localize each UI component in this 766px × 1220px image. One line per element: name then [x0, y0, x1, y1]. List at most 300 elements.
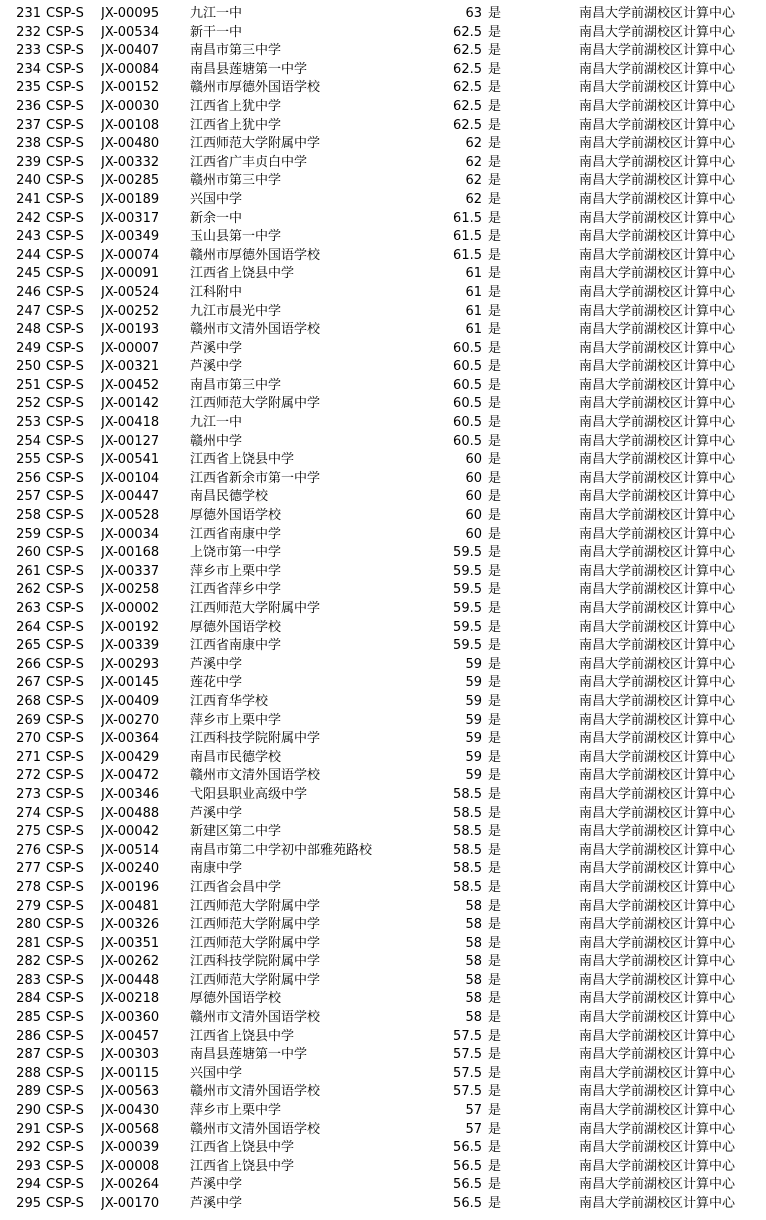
candidate-id-cell: JX-00270 [101, 712, 160, 728]
score-cell: 61.5 [453, 247, 482, 263]
rank-cell: 241 [16, 191, 41, 207]
score-cell: 58.5 [453, 824, 482, 840]
score-cell: 58 [465, 991, 482, 1007]
exam-site-cell: 南昌大学前湖校区计算中心 [579, 861, 736, 877]
qualified-flag-cell: 是 [488, 1047, 502, 1063]
rank-cell: 287 [16, 1047, 41, 1063]
table-row [0, 451, 766, 470]
school-cell: 莲花中学 [190, 675, 243, 691]
table-row [0, 24, 766, 43]
group-cell: CSP-S [46, 582, 84, 598]
table-row [0, 433, 766, 452]
school-cell: 江西省会昌中学 [190, 879, 282, 895]
qualified-flag-cell: 是 [488, 61, 502, 77]
candidate-id-cell: JX-00091 [101, 266, 160, 282]
score-cell: 62 [465, 173, 482, 189]
score-cell: 56.5 [453, 1196, 482, 1211]
table-row [0, 1028, 766, 1047]
group-cell: CSP-S [46, 749, 84, 765]
candidate-id-cell: JX-00042 [101, 824, 160, 840]
group-cell: CSP-S [46, 601, 84, 616]
rank-cell: 255 [16, 452, 41, 468]
qualified-flag-cell: 是 [488, 786, 502, 802]
table-row [0, 1083, 766, 1102]
group-cell: CSP-S [46, 489, 84, 505]
rank-cell: 234 [16, 61, 41, 77]
candidate-id-cell: JX-00452 [101, 377, 160, 393]
school-cell: 江西省萍乡中学 [190, 582, 282, 598]
candidate-id-cell: JX-00541 [101, 452, 160, 468]
score-cell: 62.5 [453, 24, 482, 40]
rank-cell: 253 [16, 415, 41, 431]
table-row [0, 581, 766, 600]
exam-site-cell: 南昌大学前湖校区计算中心 [579, 433, 736, 449]
rank-cell: 284 [16, 991, 41, 1007]
score-cell: 62 [465, 154, 482, 170]
candidate-id-cell: JX-00448 [101, 972, 160, 988]
score-cell: 62.5 [453, 61, 482, 77]
group-cell: CSP-S [46, 1158, 84, 1174]
school-cell: 九江市晨光中学 [190, 303, 282, 319]
group-cell: CSP-S [46, 359, 84, 375]
qualified-flag-cell: 是 [488, 656, 502, 672]
exam-site-cell: 南昌大学前湖校区计算中心 [579, 284, 736, 300]
group-cell: CSP-S [46, 656, 84, 672]
score-cell: 58.5 [453, 786, 482, 802]
exam-site-cell: 南昌大学前湖校区计算中心 [579, 415, 736, 431]
qualified-flag-cell: 是 [488, 898, 502, 914]
rank-cell: 232 [16, 24, 41, 40]
school-cell: 萍乡市上栗中学 [190, 563, 282, 579]
group-cell: CSP-S [46, 43, 84, 59]
table-row [0, 637, 766, 656]
score-cell: 58.5 [453, 861, 482, 877]
group-cell: CSP-S [46, 266, 84, 282]
exam-site-cell: 南昌大学前湖校区计算中心 [579, 1140, 736, 1156]
candidate-id-cell: JX-00152 [101, 80, 160, 96]
exam-site-cell: 南昌大学前湖校区计算中心 [579, 489, 736, 505]
table-row [0, 172, 766, 191]
table-row [0, 990, 766, 1009]
group-cell: CSP-S [46, 1121, 84, 1137]
school-cell: 江西省上饶县中学 [190, 452, 295, 468]
qualified-flag-cell: 是 [488, 322, 502, 338]
rank-cell: 288 [16, 1065, 41, 1081]
table-row [0, 210, 766, 229]
group-cell: CSP-S [46, 861, 84, 877]
rank-cell: 250 [16, 359, 41, 375]
score-cell: 58.5 [453, 805, 482, 821]
exam-site-cell: 南昌大学前湖校区计算中心 [579, 991, 736, 1007]
candidate-id-cell: JX-00240 [101, 861, 160, 877]
rank-cell: 257 [16, 489, 41, 505]
group-cell: CSP-S [46, 712, 84, 728]
rank-cell: 244 [16, 247, 41, 263]
exam-site-cell: 南昌大学前湖校区计算中心 [579, 303, 736, 319]
candidate-id-cell: JX-00481 [101, 898, 160, 914]
qualified-flag-cell: 是 [488, 247, 502, 263]
score-cell: 59.5 [453, 619, 482, 635]
group-cell: CSP-S [46, 1140, 84, 1156]
table-row [0, 5, 766, 24]
exam-site-cell: 南昌大学前湖校区计算中心 [579, 136, 736, 152]
exam-site-cell: 南昌大学前湖校区计算中心 [579, 98, 736, 114]
score-cell: 60.5 [453, 377, 482, 393]
score-cell: 60 [465, 452, 482, 468]
exam-site-cell: 南昌大学前湖校区计算中心 [579, 247, 736, 263]
group-cell: CSP-S [46, 1103, 84, 1119]
rank-cell: 283 [16, 972, 41, 988]
table-row [0, 1009, 766, 1028]
score-cell: 62 [465, 191, 482, 207]
rank-cell: 285 [16, 1010, 41, 1026]
qualified-flag-cell: 是 [488, 1158, 502, 1174]
rank-cell: 274 [16, 805, 41, 821]
exam-site-cell: 南昌大学前湖校区计算中心 [579, 693, 736, 709]
candidate-id-cell: JX-00196 [101, 879, 160, 895]
candidate-id-cell: JX-00528 [101, 508, 160, 524]
table-row [0, 805, 766, 824]
group-cell: CSP-S [46, 154, 84, 170]
qualified-flag-cell: 是 [488, 173, 502, 189]
qualified-flag-cell: 是 [488, 601, 502, 616]
exam-site-cell: 南昌大学前湖校区计算中心 [579, 526, 736, 542]
school-cell: 南昌市第二中学初中部雅苑路校 [190, 842, 373, 858]
group-cell: CSP-S [46, 80, 84, 96]
qualified-flag-cell: 是 [488, 935, 502, 951]
school-cell: 江科附中 [190, 284, 243, 300]
group-cell: CSP-S [46, 675, 84, 691]
score-cell: 59 [465, 731, 482, 747]
exam-site-cell: 南昌大学前湖校区计算中心 [579, 675, 736, 691]
rank-cell: 235 [16, 80, 41, 96]
candidate-id-cell: JX-00074 [101, 247, 160, 263]
exam-site-cell: 南昌大学前湖校区计算中心 [579, 359, 736, 375]
qualified-flag-cell: 是 [488, 954, 502, 970]
group-cell: CSP-S [46, 470, 84, 486]
score-cell: 59.5 [453, 582, 482, 598]
qualified-flag-cell: 是 [488, 154, 502, 170]
qualified-flag-cell: 是 [488, 452, 502, 468]
table-row [0, 730, 766, 749]
exam-site-cell: 南昌大学前湖校区计算中心 [579, 1084, 736, 1100]
qualified-flag-cell: 是 [488, 303, 502, 319]
score-cell: 57 [465, 1103, 482, 1119]
qualified-flag-cell: 是 [488, 638, 502, 654]
qualified-flag-cell: 是 [488, 24, 502, 40]
school-cell: 玉山县第一中学 [190, 229, 282, 245]
group-cell: CSP-S [46, 898, 84, 914]
rank-cell: 261 [16, 563, 41, 579]
rank-cell: 239 [16, 154, 41, 170]
group-cell: CSP-S [46, 786, 84, 802]
group-cell: CSP-S [46, 415, 84, 431]
qualified-flag-cell: 是 [488, 972, 502, 988]
score-cell: 56.5 [453, 1158, 482, 1174]
qualified-flag-cell: 是 [488, 731, 502, 747]
table-row [0, 1195, 766, 1214]
score-cell: 58 [465, 972, 482, 988]
group-cell: CSP-S [46, 136, 84, 152]
exam-site-cell: 南昌大学前湖校区计算中心 [579, 24, 736, 40]
exam-site-cell: 南昌大学前湖校区计算中心 [579, 545, 736, 561]
score-cell: 61.5 [453, 210, 482, 226]
exam-site-cell: 南昌大学前湖校区计算中心 [579, 80, 736, 96]
exam-site-cell: 南昌大学前湖校区计算中心 [579, 377, 736, 393]
table-row [0, 247, 766, 266]
table-row [0, 61, 766, 80]
table-row [0, 42, 766, 61]
school-cell: 厚德外国语学校 [190, 991, 282, 1007]
school-cell: 九江一中 [190, 6, 243, 21]
candidate-id-cell: JX-00007 [101, 340, 160, 356]
school-cell: 江西科技学院附属中学 [190, 731, 321, 747]
rank-cell: 292 [16, 1140, 41, 1156]
exam-site-cell: 南昌大学前湖校区计算中心 [579, 954, 736, 970]
group-cell: CSP-S [46, 6, 84, 21]
score-cell: 56.5 [453, 1177, 482, 1193]
candidate-id-cell: JX-00127 [101, 433, 160, 449]
qualified-flag-cell: 是 [488, 1010, 502, 1026]
score-cell: 57 [465, 1121, 482, 1137]
table-row [0, 488, 766, 507]
exam-site-cell: 南昌大学前湖校区计算中心 [579, 731, 736, 747]
qualified-flag-cell: 是 [488, 824, 502, 840]
exam-site-cell: 南昌大学前湖校区计算中心 [579, 563, 736, 579]
candidate-id-cell: JX-00262 [101, 954, 160, 970]
qualified-flag-cell: 是 [488, 749, 502, 765]
group-cell: CSP-S [46, 508, 84, 524]
school-cell: 江西师范大学附属中学 [190, 972, 321, 988]
score-cell: 63 [465, 6, 482, 21]
score-cell: 62.5 [453, 98, 482, 114]
candidate-id-cell: JX-00034 [101, 526, 160, 542]
exam-site-cell: 南昌大学前湖校区计算中心 [579, 972, 736, 988]
rank-cell: 246 [16, 284, 41, 300]
qualified-flag-cell: 是 [488, 98, 502, 114]
candidate-id-cell: JX-00084 [101, 61, 160, 77]
group-cell: CSP-S [46, 229, 84, 245]
group-cell: CSP-S [46, 545, 84, 561]
rank-cell: 260 [16, 545, 41, 561]
group-cell: CSP-S [46, 452, 84, 468]
score-cell: 61 [465, 284, 482, 300]
qualified-flag-cell: 是 [488, 117, 502, 133]
group-cell: CSP-S [46, 1010, 84, 1026]
candidate-id-cell: JX-00258 [101, 582, 160, 598]
candidate-id-cell: JX-00145 [101, 675, 160, 691]
table-row [0, 712, 766, 731]
exam-site-cell: 南昌大学前湖校区计算中心 [579, 210, 736, 226]
rank-cell: 289 [16, 1084, 41, 1100]
rank-cell: 277 [16, 861, 41, 877]
rank-cell: 270 [16, 731, 41, 747]
group-cell: CSP-S [46, 396, 84, 412]
candidate-id-cell: JX-00170 [101, 1196, 160, 1211]
table-row [0, 507, 766, 526]
score-cell: 62 [465, 136, 482, 152]
group-cell: CSP-S [46, 693, 84, 709]
table-row [0, 526, 766, 545]
rank-cell: 271 [16, 749, 41, 765]
group-cell: CSP-S [46, 954, 84, 970]
school-cell: 南昌市第三中学 [190, 377, 282, 393]
rank-cell: 272 [16, 768, 41, 784]
qualified-flag-cell: 是 [488, 861, 502, 877]
rank-cell: 267 [16, 675, 41, 691]
score-cell: 59.5 [453, 638, 482, 654]
qualified-flag-cell: 是 [488, 545, 502, 561]
candidate-id-cell: JX-00457 [101, 1028, 160, 1044]
exam-site-cell: 南昌大学前湖校区计算中心 [579, 824, 736, 840]
table-row [0, 972, 766, 991]
school-cell: 南康中学 [190, 861, 243, 877]
table-row [0, 823, 766, 842]
group-cell: CSP-S [46, 638, 84, 654]
school-cell: 新干一中 [190, 24, 243, 40]
exam-site-cell: 南昌大学前湖校区计算中心 [579, 712, 736, 728]
school-cell: 江西师范大学附属中学 [190, 136, 321, 152]
qualified-flag-cell: 是 [488, 879, 502, 895]
exam-site-cell: 南昌大学前湖校区计算中心 [579, 229, 736, 245]
candidate-id-cell: JX-00264 [101, 1177, 160, 1193]
qualified-flag-cell: 是 [488, 712, 502, 728]
table-row [0, 265, 766, 284]
group-cell: CSP-S [46, 173, 84, 189]
exam-site-cell: 南昌大学前湖校区计算中心 [579, 154, 736, 170]
school-cell: 江西省上饶县中学 [190, 266, 295, 282]
results-table [0, 5, 766, 1214]
candidate-id-cell: JX-00218 [101, 991, 160, 1007]
school-cell: 江西师范大学附属中学 [190, 601, 321, 616]
rank-cell: 258 [16, 508, 41, 524]
candidate-id-cell: JX-00360 [101, 1010, 160, 1026]
rank-cell: 269 [16, 712, 41, 728]
school-cell: 兴国中学 [190, 1065, 243, 1081]
qualified-flag-cell: 是 [488, 359, 502, 375]
score-cell: 60 [465, 489, 482, 505]
table-row [0, 600, 766, 619]
qualified-flag-cell: 是 [488, 1084, 502, 1100]
qualified-flag-cell: 是 [488, 191, 502, 207]
school-cell: 赣州市文清外国语学校 [190, 322, 321, 338]
qualified-flag-cell: 是 [488, 1196, 502, 1211]
qualified-flag-cell: 是 [488, 136, 502, 152]
score-cell: 58 [465, 1010, 482, 1026]
exam-site-cell: 南昌大学前湖校区计算中心 [579, 805, 736, 821]
exam-site-cell: 南昌大学前湖校区计算中心 [579, 1121, 736, 1137]
score-cell: 60 [465, 470, 482, 486]
score-cell: 60.5 [453, 359, 482, 375]
score-cell: 59 [465, 693, 482, 709]
candidate-id-cell: JX-00303 [101, 1047, 160, 1063]
table-row [0, 79, 766, 98]
table-row [0, 563, 766, 582]
qualified-flag-cell: 是 [488, 1103, 502, 1119]
score-cell: 59.5 [453, 545, 482, 561]
exam-site-cell: 南昌大学前湖校区计算中心 [579, 842, 736, 858]
group-cell: CSP-S [46, 24, 84, 40]
school-cell: 南昌县莲塘第一中学 [190, 61, 308, 77]
group-cell: CSP-S [46, 824, 84, 840]
group-cell: CSP-S [46, 377, 84, 393]
candidate-id-cell: JX-00407 [101, 43, 160, 59]
rank-cell: 262 [16, 582, 41, 598]
exam-site-cell: 南昌大学前湖校区计算中心 [579, 1028, 736, 1044]
school-cell: 江西师范大学附属中学 [190, 898, 321, 914]
exam-site-cell: 南昌大学前湖校区计算中心 [579, 601, 736, 616]
qualified-flag-cell: 是 [488, 470, 502, 486]
school-cell: 新余一中 [190, 210, 243, 226]
score-cell: 60.5 [453, 396, 482, 412]
group-cell: CSP-S [46, 61, 84, 77]
score-cell: 61.5 [453, 229, 482, 245]
table-row [0, 340, 766, 359]
exam-site-cell: 南昌大学前湖校区计算中心 [579, 173, 736, 189]
table-row [0, 377, 766, 396]
school-cell: 赣州市文清外国语学校 [190, 1010, 321, 1026]
candidate-id-cell: JX-00364 [101, 731, 160, 747]
exam-site-cell: 南昌大学前湖校区计算中心 [579, 61, 736, 77]
exam-site-cell: 南昌大学前湖校区计算中心 [579, 935, 736, 951]
rank-cell: 293 [16, 1158, 41, 1174]
school-cell: 厚德外国语学校 [190, 508, 282, 524]
qualified-flag-cell: 是 [488, 582, 502, 598]
qualified-flag-cell: 是 [488, 768, 502, 784]
table-row [0, 656, 766, 675]
school-cell: 赣州市厚德外国语学校 [190, 80, 321, 96]
candidate-id-cell: JX-00293 [101, 656, 160, 672]
candidate-id-cell: JX-00472 [101, 768, 160, 784]
score-cell: 60 [465, 526, 482, 542]
score-cell: 57.5 [453, 1028, 482, 1044]
table-row [0, 1065, 766, 1084]
candidate-id-cell: JX-00514 [101, 842, 160, 858]
group-cell: CSP-S [46, 1028, 84, 1044]
exam-site-cell: 南昌大学前湖校区计算中心 [579, 470, 736, 486]
group-cell: CSP-S [46, 247, 84, 263]
group-cell: CSP-S [46, 563, 84, 579]
candidate-id-cell: JX-00095 [101, 6, 160, 21]
score-cell: 60.5 [453, 340, 482, 356]
table-row [0, 953, 766, 972]
candidate-id-cell: JX-00332 [101, 154, 160, 170]
table-row [0, 935, 766, 954]
score-cell: 60.5 [453, 433, 482, 449]
exam-site-cell: 南昌大学前湖校区计算中心 [579, 786, 736, 802]
qualified-flag-cell: 是 [488, 842, 502, 858]
group-cell: CSP-S [46, 117, 84, 133]
school-cell: 江西省上犹中学 [190, 98, 282, 114]
score-cell: 60.5 [453, 415, 482, 431]
exam-site-cell: 南昌大学前湖校区计算中心 [579, 619, 736, 635]
school-cell: 江西师范大学附属中学 [190, 917, 321, 933]
candidate-id-cell: JX-00317 [101, 210, 160, 226]
table-row [0, 303, 766, 322]
qualified-flag-cell: 是 [488, 43, 502, 59]
qualified-flag-cell: 是 [488, 6, 502, 21]
table-row [0, 154, 766, 173]
group-cell: CSP-S [46, 805, 84, 821]
score-cell: 61 [465, 303, 482, 319]
score-cell: 62.5 [453, 43, 482, 59]
school-cell: 新建区第二中学 [190, 824, 282, 840]
group-cell: CSP-S [46, 340, 84, 356]
exam-site-cell: 南昌大学前湖校区计算中心 [579, 582, 736, 598]
table-row [0, 1158, 766, 1177]
group-cell: CSP-S [46, 619, 84, 635]
group-cell: CSP-S [46, 303, 84, 319]
